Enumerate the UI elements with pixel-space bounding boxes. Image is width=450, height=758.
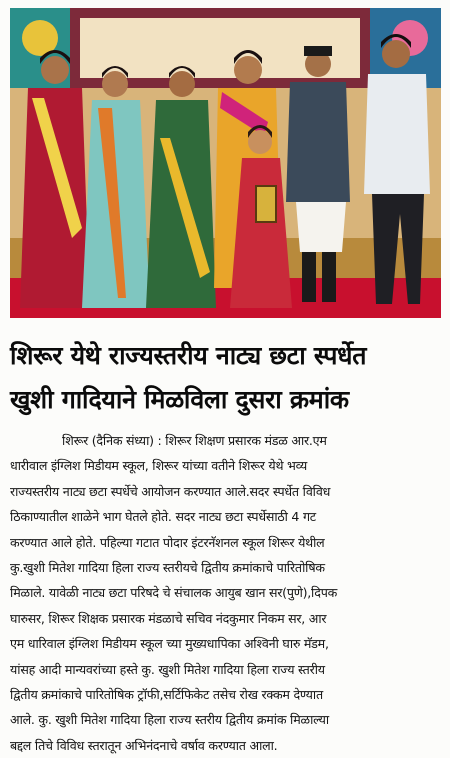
body-line: यांसह आदी मान्यवरांच्या हस्ते कु. खुशी मितेश गादिया हिला राज्य स्तरीय (10, 661, 325, 677)
body-line: कु.खुशी मितेश गादिया हिला राज्य स्तरीयचे द्वितीय क्रमांकाचे पारितोषिक (10, 560, 325, 576)
body-line: द्वितीय क्रमांकाचे पारितोषिक ट्रॉफी,सर्टिफिकेट तसेच रोख रक्कम देण्यात (10, 687, 323, 703)
body-line: मिळाले. यावेळी नाट्य छटा परिषदे चे संचालक आयुब खान सर(पुणे),दिपक (10, 585, 338, 601)
body-line: एम धारिवाल इंग्लिश मिडीयम स्कूल च्या मुख्यधापिका अश्विनी घारु मॅडम, (10, 636, 329, 652)
body-line: शिरूर (दैनिक संध्या) : शिरूर शिक्षण प्रसारक मंडळ आर.एम (62, 433, 327, 448)
body-line: धारीवाल इंग्लिश मिडीयम स्कूल, शिरूर यांच्या वतीने शिरूर येथे भव्य (10, 458, 307, 474)
body-line: ठिकाण्यातील शाळेने भाग घेतले होते. सदर नाट्य छटा स्पर्धेसाठी 4 गट (10, 509, 316, 525)
group-photo-illustration (10, 8, 441, 318)
news-photo (10, 8, 441, 318)
body-line: करण्यात आले होते. पहिल्या गटात पोदार इंटरनॅशनल स्कूल शिरूर येथील (10, 534, 325, 550)
article-body (10, 428, 440, 758)
body-line: बद्दल तिचे विविध स्तरातून अभिनंदनाचे वर्षाव करण्यात आला. (10, 737, 278, 753)
body-line: घारुसर, शिरूर शिक्षक प्रसारक मंडळाचे सचिव नंदकुमार निकम सर, आर (10, 610, 327, 626)
headline-line-1: शिरूर येथे राज्यस्तरीय नाट्य छटा स्पर्धेत (10, 341, 367, 370)
headline (10, 334, 442, 422)
headline-line-2: खुशी गादियाने मिळविला दुसरा क्रमांक (10, 385, 349, 414)
body-line: आले. कु. खुशी मितेश गादिया हिला राज्य स्तरीय द्वितीय क्रमांक मिळाल्या (10, 712, 329, 728)
body-line: राज्यस्तरीय नाट्य छटा स्पर्धेचे आयोजन करण्यात आले.सदर स्पर्धेत विविध (10, 483, 331, 499)
